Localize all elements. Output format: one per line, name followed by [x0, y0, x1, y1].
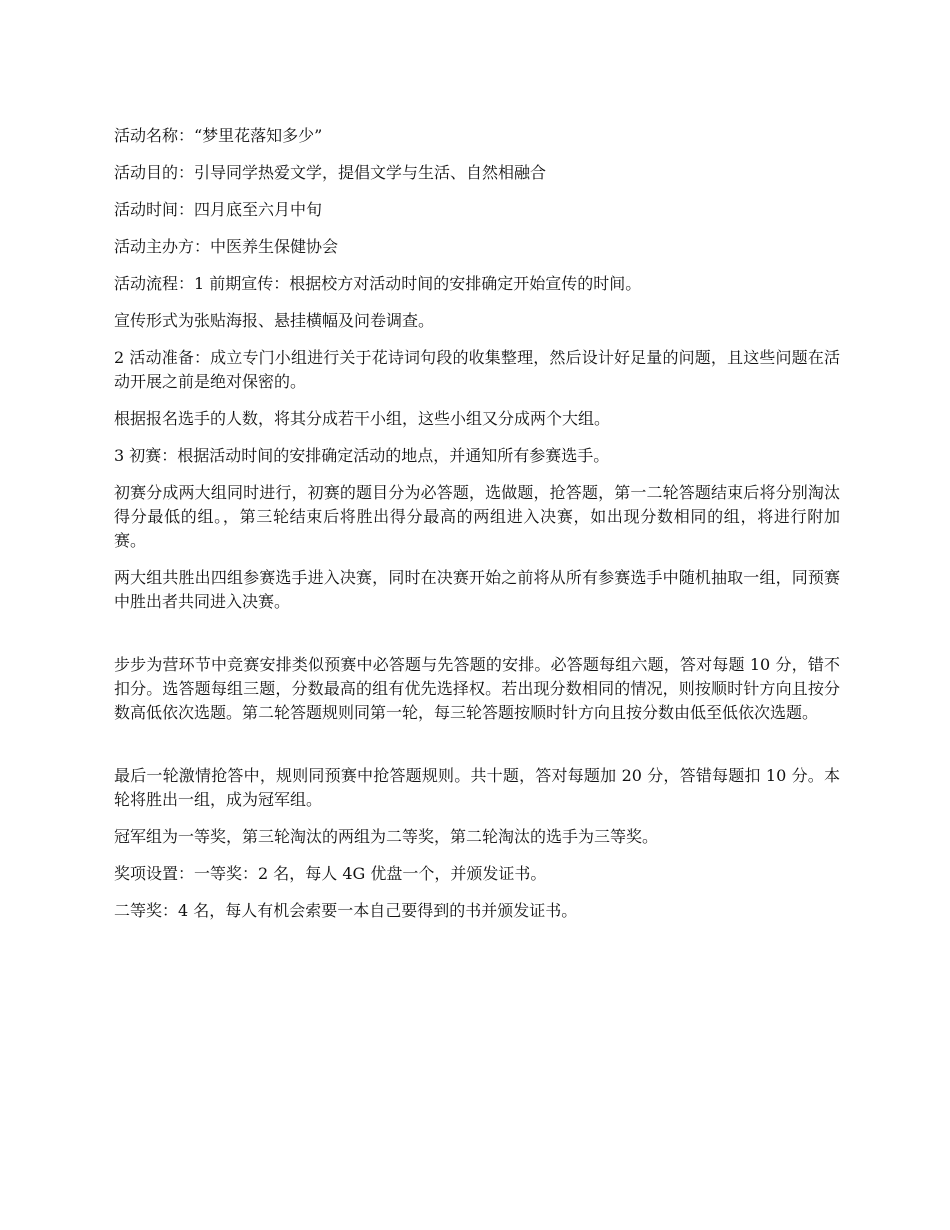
activity-time: 活动时间：四月底至六月中旬: [114, 200, 323, 219]
activity-organizer: 活动主办方：中医养生保健协会: [114, 237, 339, 256]
preliminary-rules: 初赛分成两大组同时进行，初赛的题目分为必答题，选做题，抢答题，第一二轮答题结束后将分别淘汰得分最低的组。，第三轮结束后将胜出得分最高的两组进入决赛，如出现分数相同的组，将进行附加赛。: [114, 483, 840, 550]
activity-preparation: 2 活动准备：成立专门小组进行关于花诗词句段的收集整理，然后设计好足量的问题，且这些问题在活动开展之前是绝对保密的。: [114, 348, 840, 391]
publicity-form: 宣传形式为张贴海报、悬挂横幅及问卷调查。: [114, 311, 435, 330]
award-ranking: 冠军组为一等奖，第三轮淘汰的两组为二等奖，第二轮淘汰的选手为三等奖。: [114, 827, 659, 846]
activity-name: 活动名称：“梦里花落知多少”: [114, 126, 323, 145]
first-prize: 奖项设置：一等奖：2 名，每人 4G 优盘一个，并颁发证书。: [114, 864, 547, 883]
preliminary-round: 3 初赛：根据活动时间的安排确定活动的地点，并通知所有参赛选手。: [114, 446, 610, 465]
finals-entry: 两大组共胜出四组参赛选手进入决赛，同时在决赛开始之前将从所有参赛选手中随机抽取一组，同预赛中胜出者共同进入决赛。: [114, 568, 840, 611]
group-division: 根据报名选手的人数，将其分成若干小组，这些小组又分成两个大组。: [114, 409, 611, 428]
final-buzzer-round: 最后一轮激情抢答中，规则同预赛中抢答题规则。共十题，答对每题加 20 分，答错每题扣 10 分。本轮将胜出一组，成为冠军组。: [114, 766, 840, 809]
activity-purpose: 活动目的：引导同学热爱文学，提倡文学与生活、自然相融合: [114, 163, 547, 182]
step-by-step-round: 步步为营环节中竞赛安排类似预赛中必答题与先答题的安排。必答题每组六题，答对每题 10 分，错不扣分。选答题每组三题，分数最高的组有优先选择权。若出现分数相同的情况，则按顺时针方向且按分数高低依次选题。第二轮答题规则同第一轮，每三轮答题按顺时针方向且按分数由低至低依次选题。: [114, 655, 840, 722]
document-page: [114, 124, 840, 936]
second-prize: 二等奖：4 名，每人有机会索要一本自己要得到的书并颁发证书。: [114, 901, 578, 920]
activity-process: 活动流程：1 前期宣传：根据校方对活动时间的安排确定开始宣传的时间。: [114, 274, 642, 293]
